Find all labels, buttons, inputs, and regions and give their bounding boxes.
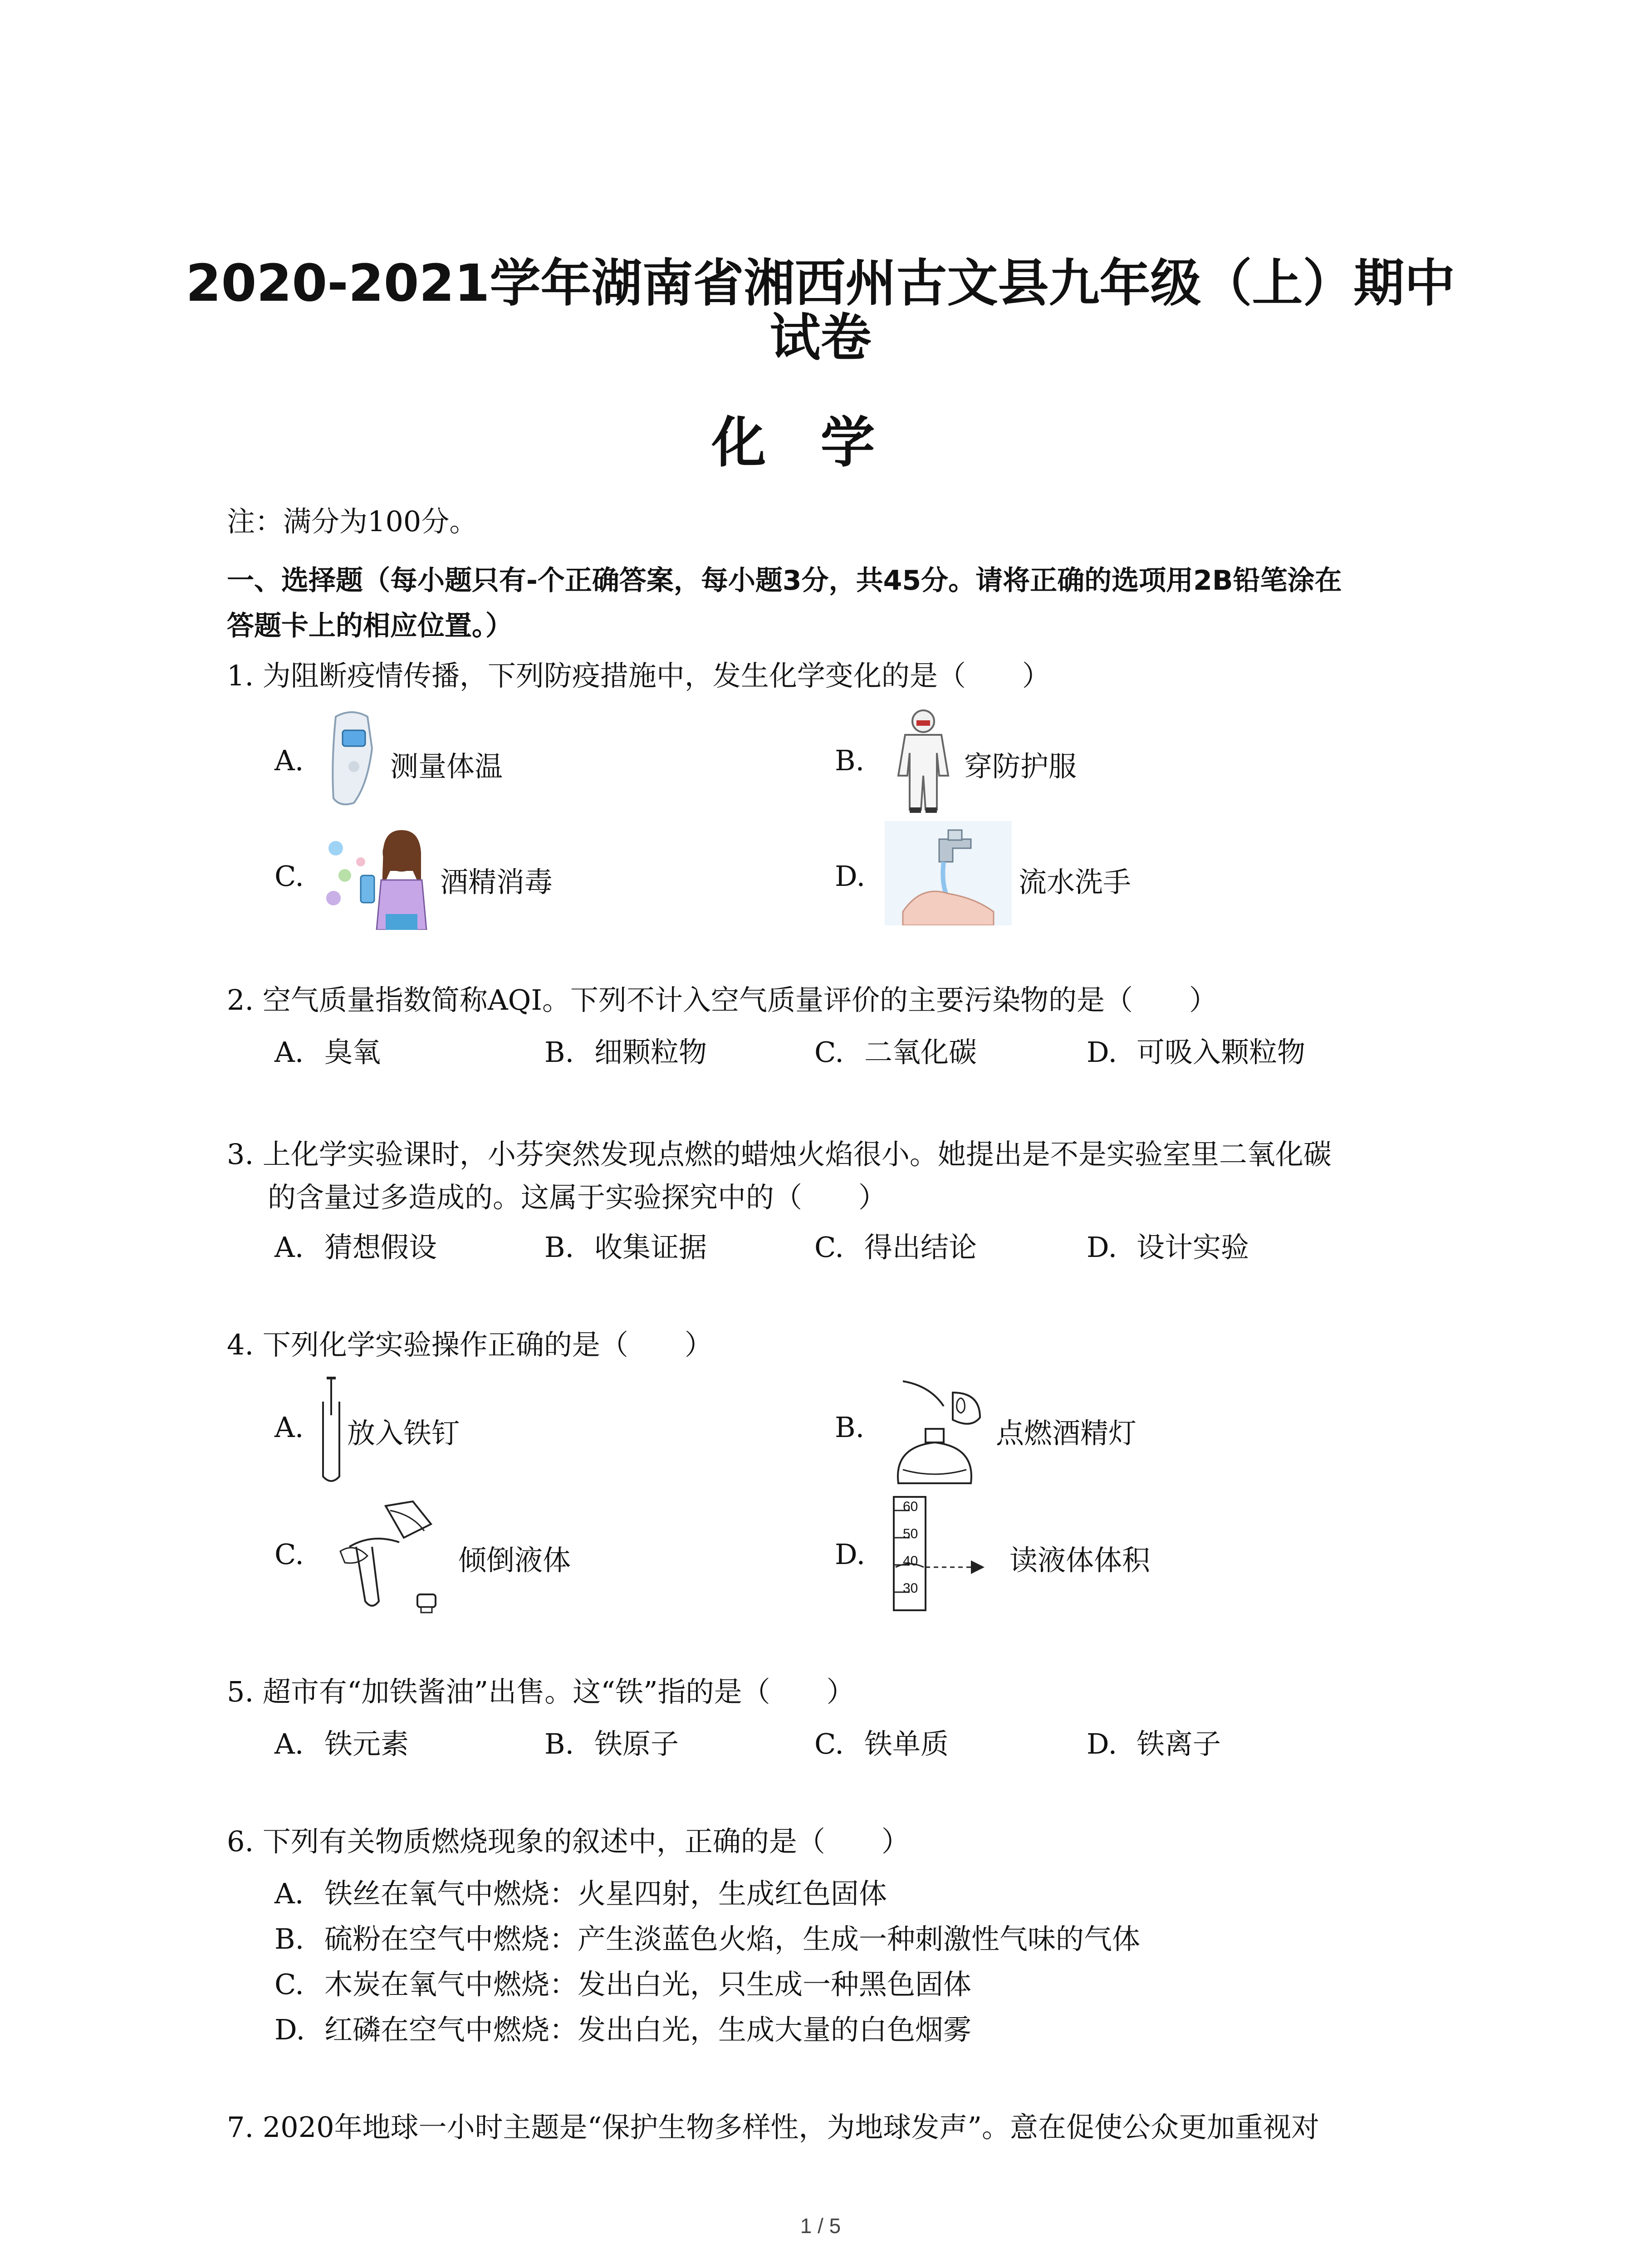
- option-text: 红磷在空气中燃烧：发出白光，生成大量的白色烟雾: [324, 2013, 972, 2046]
- option-text: 点燃酒精灯: [996, 1417, 1137, 1450]
- option-text: 测量体温: [390, 750, 503, 783]
- option-text: 读液体体积: [1009, 1544, 1151, 1577]
- option-letter: D.: [1087, 1036, 1117, 1069]
- score-note: 注：满分为100分。: [227, 505, 478, 538]
- option-letter: A.: [274, 1036, 304, 1069]
- faucet-icon: [885, 821, 1012, 925]
- option-a: [274, 1225, 437, 1265]
- option-text: 酒精消毒: [440, 865, 553, 899]
- option-letter: C.: [274, 1538, 304, 1571]
- cylinder-tick: 30: [903, 1581, 918, 1596]
- option-text: 二氧化碳: [864, 1036, 977, 1069]
- option-text: 铁丝在氧气中燃烧：火星四射，生成红色固体: [324, 1877, 887, 1910]
- option-letter: B.: [544, 1231, 574, 1264]
- cylinder-tick: 50: [903, 1526, 918, 1541]
- test-tube-nail-icon: [318, 1374, 345, 1488]
- option-text: 木炭在氧气中燃烧：发出白光，只生成一种黑色固体: [324, 1968, 972, 2001]
- option-letter: A.: [274, 1411, 304, 1444]
- page-title-line2: 试卷: [769, 308, 872, 367]
- option-letter: C.: [274, 1968, 304, 2001]
- option-c: [814, 1030, 977, 1070]
- option-letter: C.: [814, 1036, 844, 1069]
- question-stem: 5. 超市有“加铁酱油”出售。这“铁”指的是（ ）: [227, 1675, 855, 1708]
- option-letter: C.: [814, 1231, 844, 1264]
- option-text: 臭氧: [324, 1036, 381, 1069]
- thermometer-icon: [318, 708, 386, 812]
- option-b: [544, 1721, 679, 1762]
- section-heading: 一、选择题（每小题只有-个正确答案，每小题3分，共45分。请将正确的选项用2B铅笔涂在: [227, 565, 1342, 596]
- option-letter: B.: [544, 1036, 574, 1069]
- option-letter: C.: [814, 1727, 844, 1760]
- question-stem: 3. 上化学实验课时，小芬突然发现点燃的蜡烛火焰很小。她提出是不是实验室里二氧化碳: [227, 1138, 1332, 1171]
- option-d: [1087, 1721, 1221, 1762]
- option-letter: B.: [835, 1411, 865, 1444]
- page-title: 2020-2021学年湖南省湘西州古文县九年级（上）期中: [186, 254, 1455, 313]
- option-text: 穿防护服: [964, 750, 1077, 783]
- question-stem: 4. 下列化学实验操作正确的是（ ）: [227, 1328, 713, 1361]
- cylinder-tick: 60: [903, 1499, 918, 1514]
- alcohol-lamp-icon: [889, 1374, 989, 1488]
- option-d: [835, 1538, 865, 1571]
- option-text: 放入铁钉: [347, 1417, 460, 1450]
- option-text: 猜想假设: [324, 1231, 437, 1264]
- protective-suit-icon: [889, 708, 957, 816]
- option-b: [835, 744, 864, 777]
- option-letter: D.: [1087, 1727, 1117, 1760]
- section-heading-line2: 答题卡上的相应位置。）: [227, 610, 513, 642]
- option-text: 可吸入颗粒物: [1136, 1036, 1306, 1069]
- option-d: [274, 2007, 971, 2048]
- option-b: [274, 1916, 1140, 1957]
- option-b: [544, 1225, 707, 1265]
- option-text: 铁离子: [1136, 1727, 1221, 1760]
- option-text: 设计实验: [1136, 1231, 1249, 1264]
- option-c: [814, 1225, 977, 1265]
- page-number: 1 / 5: [800, 2214, 841, 2238]
- option-a: [274, 1721, 409, 1762]
- option-letter: B.: [544, 1727, 574, 1760]
- option-b: [835, 1411, 864, 1444]
- option-text: 硫粉在空气中燃烧：产生淡蓝色火焰，生成一种刺激性气味的气体: [324, 1922, 1141, 1955]
- option-text: 细颗粒物: [594, 1036, 707, 1069]
- question-stem: 1. 为阻断疫情传播，下列防疫措施中，发生化学变化的是（ ）: [227, 659, 1050, 692]
- option-letter: B.: [835, 744, 865, 777]
- option-c: [274, 1962, 971, 2002]
- question-stem-line2: 的含量过多造成的。这属于实验探究中的（ ）: [268, 1181, 887, 1214]
- option-a: [274, 1871, 887, 1911]
- option-text: 铁单质: [864, 1727, 949, 1760]
- option-text: 流水洗手: [1019, 865, 1132, 899]
- option-letter: B.: [274, 1922, 304, 1955]
- pour-liquid-icon: [322, 1497, 449, 1619]
- option-a: [274, 1030, 381, 1070]
- option-b: [544, 1030, 707, 1070]
- option-letter: D.: [835, 860, 866, 893]
- subject-title: 化学: [711, 411, 930, 474]
- option-c: [274, 1538, 304, 1571]
- option-text: 收集证据: [594, 1231, 707, 1264]
- option-letter: A.: [274, 1231, 304, 1264]
- option-text: 铁原子: [594, 1727, 679, 1760]
- option-c: [274, 860, 304, 893]
- option-letter: C.: [274, 860, 304, 893]
- option-letter: D.: [835, 1538, 866, 1571]
- disinfect-icon: [318, 821, 436, 930]
- option-d: [1087, 1030, 1305, 1070]
- option-letter: D.: [1087, 1231, 1117, 1264]
- option-d: [1087, 1225, 1249, 1265]
- option-a: [274, 744, 304, 777]
- cylinder-tick: 40: [903, 1554, 918, 1569]
- option-d: [835, 860, 865, 893]
- option-text: 铁元素: [324, 1727, 409, 1760]
- option-text: 得出结论: [864, 1231, 977, 1264]
- option-c: [814, 1721, 949, 1762]
- question-stem: 7. 2020年地球一小时主题是“保护生物多样性，为地球发声”。意在促使公众更加重视对: [227, 2111, 1320, 2144]
- option-letter: A.: [274, 1877, 304, 1910]
- option-letter: D.: [274, 2013, 305, 2046]
- question-stem: 6. 下列有关物质燃烧现象的叙述中，正确的是（ ）: [227, 1825, 910, 1858]
- option-letter: A.: [274, 1727, 304, 1760]
- option-a: [274, 1411, 304, 1444]
- question-stem: 2. 空气质量指数简称AQI。下列不计入空气质量评价的主要污染物的是（ ）: [227, 983, 1217, 1017]
- option-text: 倾倒液体: [458, 1544, 571, 1577]
- option-letter: A.: [274, 744, 304, 777]
